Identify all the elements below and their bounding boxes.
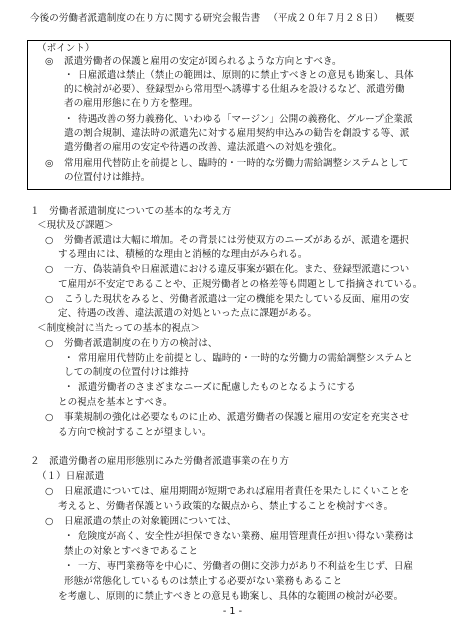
section-2-c2c: を考慮し、原則的に禁止すべきとの意見も勘案し、具体的な範囲の検討が必要。 [58,591,404,602]
section-1-a2-line-2: て雇用が不安定であることや、正規労働者との格差等も問題として指摘されている。 [58,279,423,290]
section-1-heading: １ 労働者派遣制度についての基本的な考え方 [30,206,232,217]
section-1-b1b: 派遣労働者のさまざまなニーズに配慮したものとなるようにする [78,382,356,393]
section-1-a3-line-2: 定、待遇の改善、違法派遣の対処といった点に課題がある。 [58,308,318,319]
section-1-a1-line-1: 労働者派遣は大幅に増加。その背景には労使双方のニーズがあるが、派遣を選択 [64,235,409,246]
section-1-subheading-current: ＜現状及び課題＞ [37,220,114,231]
section-2-c2b-line-2: 形態が常態化しているものは禁止する必要がない業務もあること [64,576,343,587]
points-sub-1-line-2: 的に検討が必要）、登録型から常用型へ誘導する仕組みを設けるなど、派遣労働 [64,84,405,95]
section-2-c2b-line-1: 一方、専門業務等を中心に、労働者の側に交渉力があり不利益を生じず、日雇 [78,561,414,572]
section-1-a2-line-1: 一方、偽装請負や日雇派遣における違反事案が顕在化。また、登録型派遣につい [64,264,410,275]
section-1-b1a-line-1: 常用雇用代替防止を前提とし、臨時的・一時的な労働力の需給調整システムと [78,353,413,364]
section-2-c2a-line-1: 危険度が高く、安全性が担保できない業務、雇用管理責任が担い得ない業務は [78,531,414,542]
circle-icon: ○ [45,516,54,527]
bullet-icon: ・ [64,531,74,542]
section-2-heading: ２ 派遣労働者の雇用形態別にみた労働者派遣事業の在り方 [30,456,290,467]
section-1-a1-line-2: する理由には、積極的な理由と消極的な理由がみられる。 [58,249,308,260]
bullet-icon: ・ [64,382,74,393]
section-1-b2-line-1: 事業規制の強化は必要なものに止め、派遣労働者の保護と雇用の安定を充実させ [64,412,409,423]
bullet-icon: ・ [64,561,74,572]
page-number: - 1 - [222,606,243,617]
circle-icon: ○ [45,294,54,305]
double-circle-icon: ◎ [45,158,54,169]
section-2-c2a-line-2: 禁止の対象とすべきであること [64,546,199,557]
summary-label: 概要 [395,13,415,24]
bullet-icon: ・ [64,70,74,81]
points-sub-2-line-1: 待遇改善の努力義務化、いわゆる「マージン」公開の義務化、グループ企業派 [78,114,413,125]
bullet-icon: ・ [64,114,74,125]
section-2-c1-line-1: 日雇派遣については、雇用期間が短期であれば雇用者責任を果たしにくいことを [64,486,410,497]
circle-icon: ○ [45,235,54,246]
points-sub-2-line-2: 遣の割合規制、違法時の派遣先に対する雇用契約申込みの勧告を創設する等、派 [64,128,410,139]
points-sub-1-line-1: 日雇派遣は禁止（禁止の範囲は、原則的に禁止すべきとの意見も勘案し、具体 [78,70,414,81]
circle-icon: ○ [45,412,54,423]
section-1-b1: 労働者派遣制度の在り方の検討は、 [64,338,218,349]
circle-icon: ○ [45,486,54,497]
points-sub-1-line-3: 者の雇用形態に在り方を整理。 [64,98,199,109]
section-1-b1a-line-2: しての制度の位置付けは維持 [64,367,189,378]
points-item-1: 派遣労働者の保護と雇用の安定が図られるような方向とすべき。 [64,56,342,67]
section-1-a3-line-1: こうした現状をみると、労働者派遣は一定の機能を果たしている反面、雇用の安 [64,294,410,305]
section-1-b1c: との視点を基本とすべき。 [58,397,173,408]
section-2-c1-line-2: 考えると、労働者保護という政策的な観点から、禁止することを検討すべき。 [58,501,394,512]
points-heading: （ポイント） [37,43,95,54]
points-item-2-line-1: 常用雇用代替防止を前提とし、臨時的・一時的な労働力需給調整システムとして [64,158,409,169]
section-1-b2-line-2: る方向で検討することが望ましい。 [58,427,212,438]
document-title [30,10,450,24]
section-2-c2: 日雇派遣の禁止の対象範囲については、 [64,516,237,527]
bullet-icon: ・ [64,353,74,364]
points-item-2-line-2: の位置付けは維持。 [64,172,151,183]
report-title: 今後の労働者派遣制度の在り方に関する研究会報告書 [30,13,261,24]
double-circle-icon: ◎ [45,56,54,67]
circle-icon: ○ [45,338,54,349]
points-sub-2-line-3: 遣労働者の雇用の安定や待遇の改善、違法派遣への対処を強化。 [64,142,343,153]
circle-icon: ○ [45,264,54,275]
section-2-subheading-daily: （１）日雇派遣 [37,471,105,482]
report-date: （平成２０年７月２８日） [268,13,384,24]
section-1-subheading-viewpoint: ＜制度検討に当たっての基本的視点＞ [37,323,201,334]
